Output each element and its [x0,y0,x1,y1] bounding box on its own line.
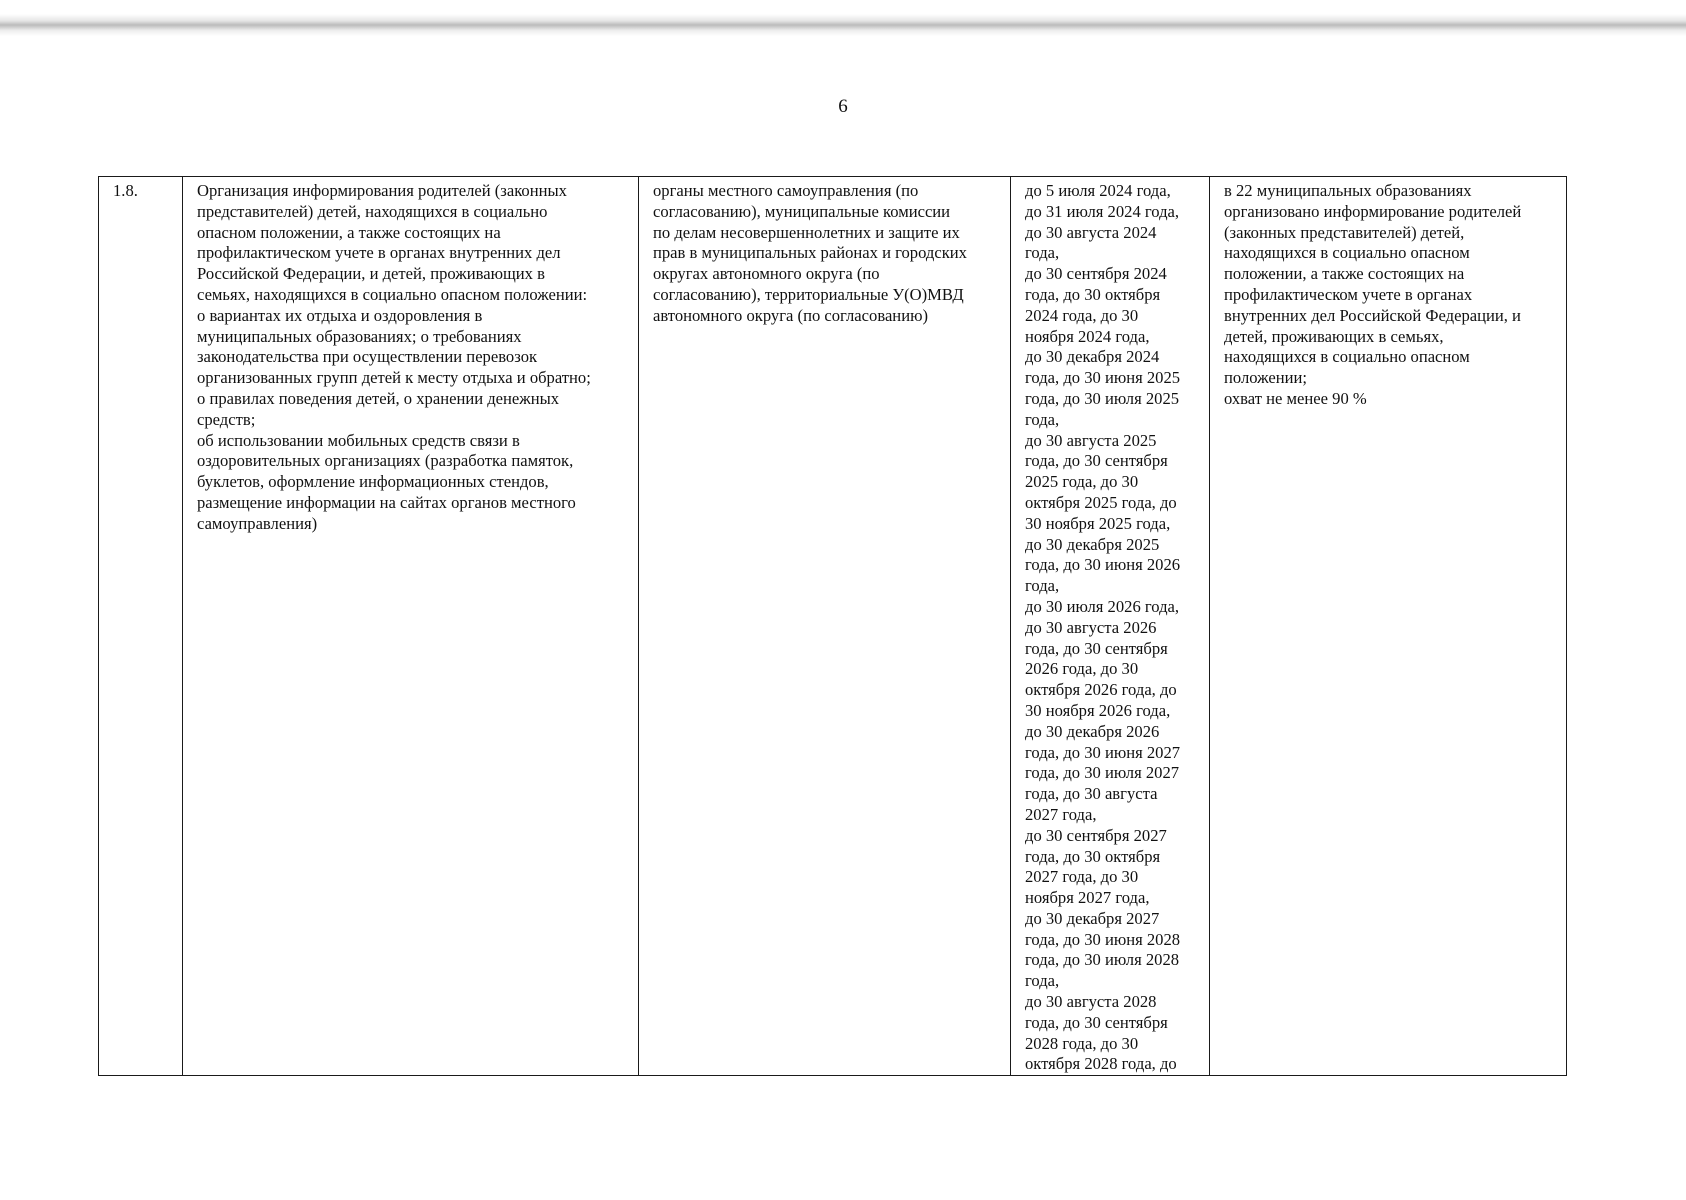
page-number: 6 [838,96,848,117]
deadlines-text: до 5 июля 2024 года, до 31 июля 2024 года, до 30 августа 2024 года, до 30 сентября 2024 года, до 30 октября 2024 года, до 30 ноября 2024 года, до 30 декабря 2024 года, до 30 июня 2025 года, до 30 июля 2025 года, до 30 августа 2025 года, до 30 сентября 2025 года, до 30 октября 2025 года, до 30 ноября 2025 года, до 30 декабря 2025 года, до 30 июня 2026 года, до 30 июля 2026 года, до 30 августа 2026 года, до 30 сентября 2026 года, до 30 октября 2026 года, до 30 ноября 2026 года, до 30 декабря 2026 года, до 30 июня 2027 года, до 30 июля 2027 года, до 30 августа 2027 года, до 30 сентября 2027 года, до 30 октября 2027 года, до 30 ноября 2027 года, до 30 декабря 2027 года, до 30 июня 2028 года, до 30 июля 2028 года, до 30 августа 2028 года, до 30 сентября 2028 года, до 30 октября 2028 года, до [1025,181,1181,1074]
deadlines-cell [1011,177,1210,1076]
responsible-cell [639,177,1011,1076]
activity-cell [183,177,639,1076]
result-text: в 22 муниципальных образованиях организовано информирование родителей (законных представителей) детей, находящихся в социально опасном положении, а также состоящих на профилактическом учете в органах внутренних дел Российской Федерации, и детей, проживающих в семьях, находящихся в социально опасном положении; охват не менее 90 % [1224,181,1522,408]
result-cell [1210,177,1567,1076]
activity-text: Организация информирования родителей (законных представителей) детей, находящихся в социально опасном положении, а также состоящих на профилактическом учете в органах внутренних дел Российской Федерации, и детей, проживающих в семьях, находящихся в социально опасном положении: о вариантах их отдыха и оздоровления в муниципальных образованиях; о требованиях законодательства при осуществлении перевозок организованных групп детей к месту отдыха и обратно; о правилах поведения детей, о хранении денежных средств; об использовании мобильных средств связи в оздоровительных организациях (разработка памяток, буклетов, оформление информационных стендов, размещение информации на сайтах органов местного самоуправления) [197,181,591,533]
row-number: 1.8. [113,181,138,200]
measures-table [98,176,1567,1076]
row-number-cell [99,177,183,1076]
scan-edge-artifact [0,14,1686,36]
table-row [99,177,1567,1076]
responsible-text: органы местного самоуправления (по согласованию), муниципальные комиссии по делам несовершеннолетних и защите их прав в муниципальных районах и городских округах автономного округа (по согласованию), территориальные У(О)МВД автономного округа (по согласованию) [653,181,967,325]
